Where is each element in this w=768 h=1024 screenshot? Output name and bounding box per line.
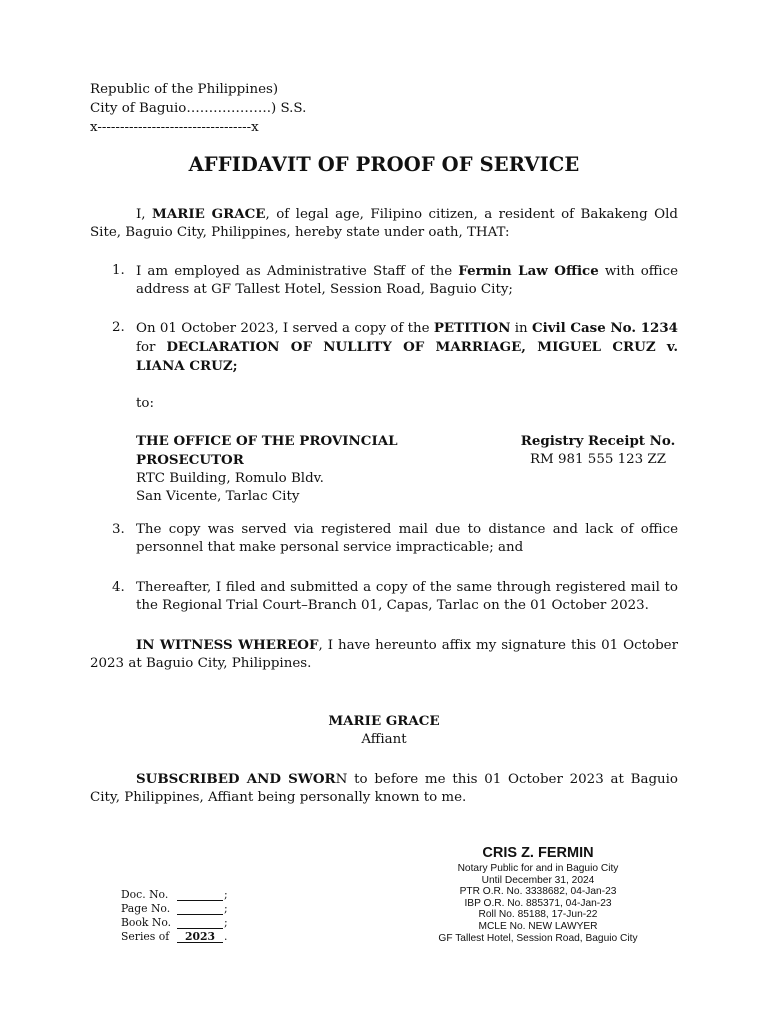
book-no-label: Book No. [121,916,172,929]
jurat-lead: SUBSCRIBED AND SWOR [136,771,336,787]
notary-ptr: PTR O.R. No. 3338682, 04-Jan-23 [459,886,617,898]
affiant-signature-block [0,712,768,749]
affiant-role: Affiant [361,732,407,747]
notary-ibp: IBP O.R. No. 885371, 04-Jan-23 [464,897,612,909]
doc-no-label: Doc. No. [121,888,169,901]
recipient-name-line2: PROSECUTOR [136,452,244,468]
item-text: Thereafter, I filed and submitted a copy of the same through registered mail to the Regional Trial Court–Branch 01, Capas, Tarlac on the 01 October 2023. [136,580,678,613]
item-text-part: in [510,321,532,336]
notary-address: GF Tallest Hotel, Session Road, Baguio City [438,932,638,944]
page-no-label: Page No. [121,902,171,915]
item-text-part: with office address at GF Tallest Hotel, Session Road, Baguio City; [136,264,678,297]
jurat-text: N to before me this 01 October 2023 at Baguio City, Philippines, Affiant being personally known to me. [90,772,678,805]
notary-name: CRIS Z. FERMIN [482,845,594,861]
notary-block [420,843,656,944]
separator: ; [224,902,228,915]
series-value: 2023 [177,930,223,943]
pleading-name: PETITION [433,320,511,336]
registry-receipt-label: Registry Receipt No. [520,433,676,449]
item-text [136,262,678,299]
notary-validity: Until December 31, 2024 [481,874,595,886]
item-text-part: for [136,340,167,355]
caption-line-republic: Republic of the Philippines) [90,82,279,97]
item-text-part: On 01 October 2023, I served a copy of the [136,321,434,336]
item-text [136,319,678,376]
book-no-blank [177,916,223,929]
item-number: 2. [112,320,125,335]
recipient-address-line1: RTC Building, Romulo Bldv. [136,471,324,486]
case-title: DECLARATION OF NULLITY OF MARRIAGE, MIGUEL CRUZ v. LIANA CRUZ; [136,339,678,374]
separator: . [224,930,228,943]
item-number: 3. [112,522,125,537]
recipient-name-line1: THE OFFICE OF THE PROVINCIAL [136,433,398,449]
intro-paragraph [90,205,678,242]
separator: ; [224,916,228,929]
doc-no-blank [177,888,223,901]
registry-receipt-number: RM 981 555 123 ZZ [529,452,667,467]
item-number: 4. [112,580,125,595]
intro-pre: I, [136,207,152,222]
venue-caption [90,81,390,138]
separator: ; [224,888,228,901]
notary-roll: Roll No. 85188, 17-Jun-22 [478,909,598,921]
intro-post: , of legal age, Filipino citizen, a resident of Bakakeng Old Site, Baguio City, Philippines, hereby state under oath, THAT: [90,207,678,240]
notary-mcle: MCLE No. NEW LAWYER [478,920,598,932]
item-text: The copy was served via registered mail due to distance and lack of office personnel that make personal service impracticable; and [136,522,678,555]
recipient-block [136,432,426,506]
item-text-part: I am employed as Administrative Staff of the [136,264,459,279]
witness-lead: IN WITNESS WHEREOF [136,637,319,653]
series-label: Series of [121,930,170,943]
caption-line-separator: x----------------------------------x [90,120,259,135]
law-office-name: Fermin Law Office [458,263,599,279]
page-no-blank [177,902,223,915]
document-title: AFFIDAVIT OF PROOF OF SERVICE [188,153,580,176]
witness-text: , I have hereunto affix my signature this 01 October 2023 at Baguio City, Philippines. [90,638,678,671]
case-number: Civil Case No. 1234 [531,320,678,336]
affiant-name-intro: MARIE GRACE [152,206,266,222]
recipient-address-line2: San Vicente, Tarlac City [136,489,300,504]
jurat-paragraph [90,770,678,807]
notary-commission: Notary Public for and in Baguio City [457,863,619,874]
caption-line-city: City of Baguio……………….) S.S. [90,101,307,116]
item-number: 1. [112,263,125,278]
affiant-name: MARIE GRACE [328,713,440,729]
witness-paragraph [90,636,678,673]
to-label: to: [136,396,154,411]
registry-receipt-block [486,432,710,469]
